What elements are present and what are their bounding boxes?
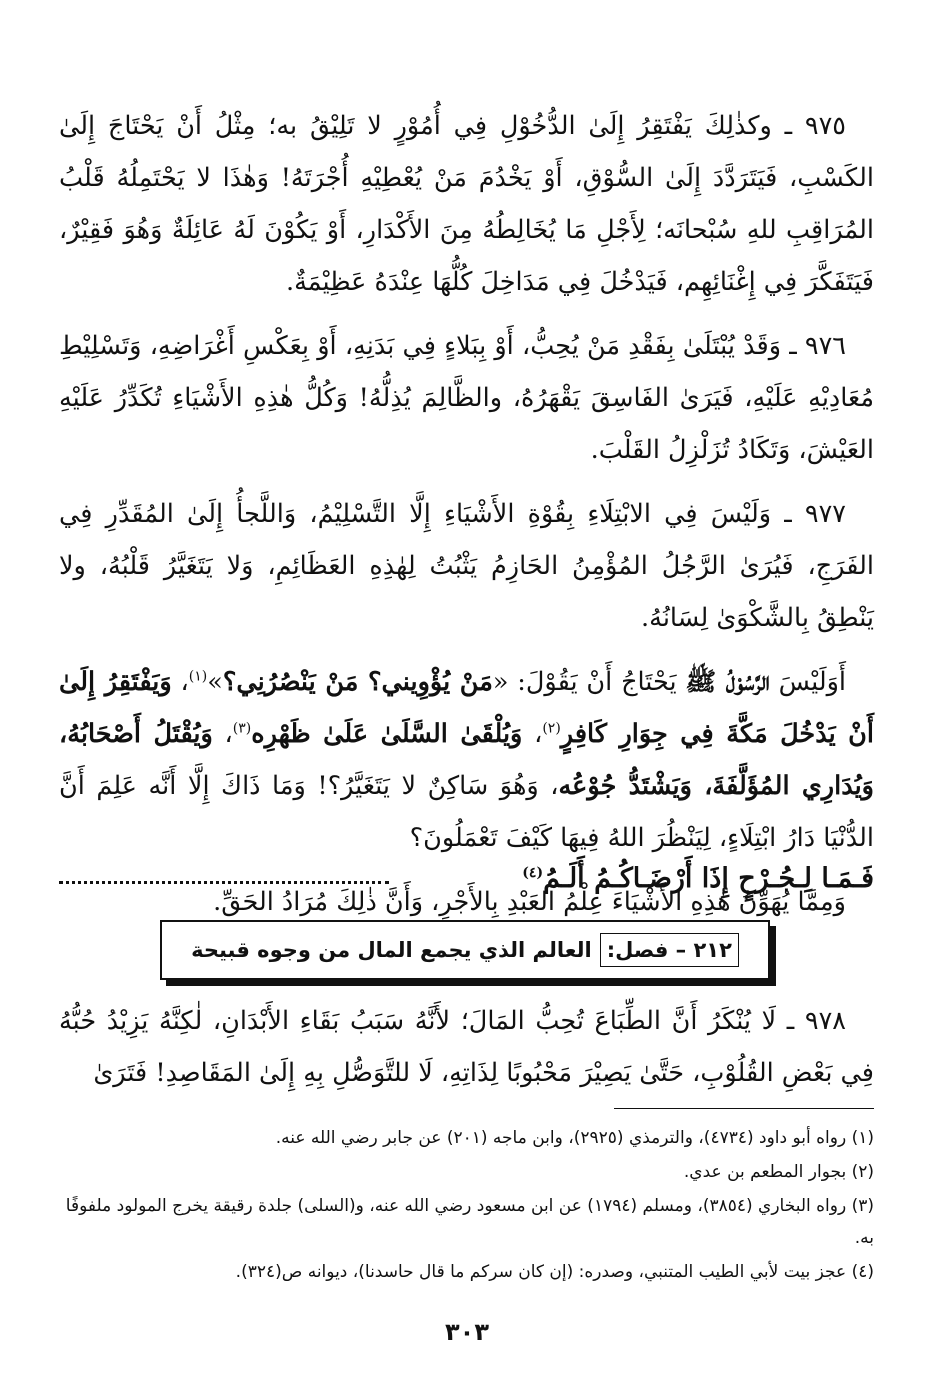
paragraph-976: ٩٧٦ ـ وَقَدْ يُبْتَلَىٰ بِفَقْدِ مَنْ يُحِبُّ، أَوْ بِبَلاءٍ فِي بَدَنِهِ، أَوْ بِعَكْسِ أَغْرَاضِهِ، وَتَسْلِيْطِ مُعَادِيْهِ عَلَيْهِ، فَيَرَىٰ الفَاسِقَ يَقْهَرُهُ، والظَّالِمَ يُذِلُّهُ! وَكُلُّ هٰذِهِ الأَشْيَاءِ تُكَدِّرُ عَلَيْهِ العَيْشَ، وَتَكَادُ تُزَلْزِلُ القَلْبَ.	[59, 331, 874, 465]
text-fragment: ،	[212, 719, 233, 749]
paragraph-ease: وَمِمَّا يُهَوِّنُ هٰذِهِ الأَشْيَاءَ عِلْمُ العَبْدِ بِالأَجْرِ، وَأَنَّ ذٰلِكَ مُرَادُ الحَقِّ.	[213, 887, 846, 917]
footnote-2: (٢) بجوار المطعم بن عدي.	[683, 1162, 874, 1182]
footnotes	[59, 1122, 874, 1290]
hadith-quote: مَنْ يُؤْوِيني؟ مَنْ يَنْصُرُنِي؟	[222, 667, 493, 697]
bold-fragment: وَيُقْتَلُ أَصْحَابُهُ، وَيُدَارِي المُؤَلَّفَةَ، وَيَشْتَدُّ جُوْعُه	[59, 719, 874, 801]
text-fragment: ،	[171, 667, 189, 697]
text-fragment: »	[207, 667, 223, 697]
footnote-1: (١) رواه أبو داود (٤٧٣٤)، والترمذي (٢٩٢٥)، وابن ماجه (٢٠١) عن جابر رضي الله عنه.	[275, 1128, 874, 1148]
text-fragment: أَوَلَيْسَ	[769, 667, 847, 697]
footnote-ref-1: (١)	[188, 668, 208, 685]
text-fragment: يَحْتَاجُ أَنْ يَقُوْلَ: «	[492, 667, 686, 697]
bold-fragment: الرَّسُوْلُ ﷺ	[685, 667, 770, 697]
poetry-verse	[59, 848, 874, 894]
main-text-continued	[59, 995, 874, 1111]
paragraph-975: ٩٧٥ ـ وكذٰلِكَ يَفْتَقِرُ إِلَىٰ الدُّخُوْلِ فِي أُمُوْرٍ لا تَلِيْقُ به؛ مِثْلُ أَنْ يَحْتَاجَ إِلَىٰ الكَسْبِ، فَيَتَرَدَّدَ إِلَىٰ السُّوْقِ، أَوْ يَخْدُمَ مَنْ يُعْطِيْهِ أُجْرَتَهُ! وَهٰذَا لا يَحْتَمِلُهُ قَلْبُ المُرَاقِبِ للهِ سُبْحانَه؛ لِأَجْلِ مَا يُخَالِطُهُ مِنَ الأَكْدَارِ، أَوْ يَكُوْنَ لَهُ عَائِلَةٌ وَهُوَ فَقِيْرٌ، فَيَتَفَكَّرَ فِي إِغْنَائِهِم، فَيَدْخُلَ فِي مَدَاخِلَ كُلُّهَا عِنْدَهُ عَظِيْمَةٌ.	[59, 111, 874, 297]
section-label: ٢١٢ – فصل:	[600, 933, 739, 967]
bold-fragment: وَيُلْقَىٰ السَّلَىٰ عَلَىٰ ظَهْرِه	[251, 719, 523, 749]
section-title: العالم الذي يجمع المال من وجوه قبيحة	[191, 938, 592, 962]
footnote-4: (٤) عجز بيت لأبي الطيب المتنبي، وصدره: (إن كان سركم ما قال حاسدنا)، ديوانه ص(٣٢٤).	[235, 1262, 874, 1282]
bold-fragment: وَيَفْتَقِرُ إِلَىٰ أَنْ يَدْخُلَ مَكَّةَ فِي جِوَارِ كَافِرٍ	[59, 667, 874, 749]
paragraph-prophet	[59, 656, 874, 864]
paragraph-978: ٩٧٨ ـ لَا يُنْكَرُ أَنَّ الطِّبَاعَ تُحِبُّ المَالَ؛ لأَنَّهُ سَبَبُ بَقَاءِ الأَبْدَانِ، لٰكِنَّهُ يَزِيْدُ حُبُّهُ فِي بَعْضِ القُلُوْبِ، حَتَّىٰ يَصِيْرَ مَحْبُوبًا لِذَاتِهِ، لَا للتَّوَصُّلِ بِهِ إِلَىٰ المَقَاصِدِ! فَتَرَىٰ	[59, 1006, 874, 1088]
footnote-ref-3: (٣)	[232, 720, 252, 737]
main-text	[59, 100, 874, 940]
section-heading-box	[160, 920, 770, 980]
footnote-3: (٣) رواه البخاري (٣٨٥٤)، ومسلم (١٧٩٤) عن ابن مسعود رضي الله عنه، و(السلى) جلدة رقيقة يخرج المولود ملفوفًا به.	[65, 1196, 874, 1248]
verse-dotted-line	[59, 881, 389, 884]
footnote-ref-2: (٢)	[542, 720, 561, 737]
text-fragment: ، وَهُوَ سَاكِنٌ لا يَتَغَيَّرُ؟! وَمَا ذَاكَ إِلَّا أَنَّه عَلِمَ أَنَّ الدُّنْيَا دَارُ ابْتِلَاءٍ، لِيَنْظُرَ اللهُ فِيهَا كَيْفَ تَعْمَلُونَ؟	[59, 771, 874, 853]
paragraph-977: ٩٧٧ ـ وَلَيْسَ فِي الابْتِلَاءِ بِقُوْةِ الأَشْيَاءِ إِلَّا التَّسْلِيْمُ، وَاللَّجأُ إِلَىٰ المُقَدِّرِ فِي الفَرَجِ، فَيُرَىٰ الرَّجُلُ المُؤْمِنُ الحَازِمُ يَثْبُتُ لِهٰذِهِ العَظَائِمِ، وَلا يَتَغَيَّرُ قَلْبُهُ، ولا يَنْطِقُ بِالشَّكْوَىٰ لِسَانُهُ.	[59, 499, 874, 633]
page-number: ٣٠٣	[445, 1318, 489, 1346]
verse-text	[522, 863, 874, 894]
footnote-ref-4: (٤)	[522, 865, 544, 881]
text-fragment: ،	[522, 719, 543, 749]
verse-line: فَـمَـا لِـجُـرْحٍ إِذَا أَرْضَـاكُـمُ أَلَـمُ	[543, 863, 874, 894]
footnote-divider	[614, 1108, 874, 1109]
